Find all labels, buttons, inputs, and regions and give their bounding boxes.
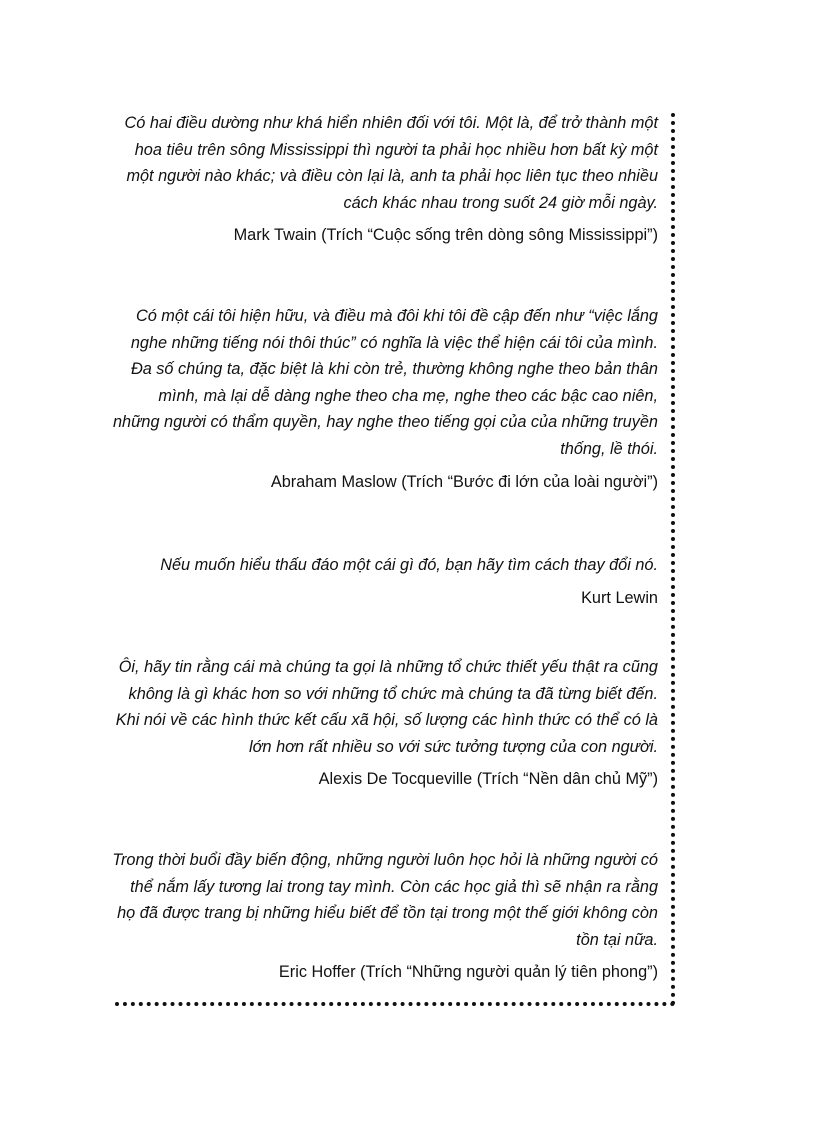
quote-line: Ôi, hãy tin rằng cái mà chúng ta gọi là những tổ chức thiết yếu thật ra cũng bbox=[118, 658, 658, 676]
quote-kurt-lewin bbox=[160, 552, 658, 609]
quote-line: cách khác nhau trong suốt 24 giờ mỗi ngày. bbox=[343, 193, 658, 212]
quote-line: Có hai điều dường như khá hiển nhiên đối với tôi. Một là, để trở thành một bbox=[124, 114, 658, 132]
quote-line: mình, mà lại dễ dàng nghe theo cha mẹ, nghe theo các bậc cao niên, bbox=[158, 386, 658, 405]
quote-text bbox=[160, 552, 658, 579]
quote-line: thống, lề thói. bbox=[560, 439, 658, 458]
quote-author: Eric Hoffer (Trích “Những người quản lý tiên phong”) bbox=[278, 963, 658, 982]
quote-text bbox=[113, 303, 658, 463]
quote-line: những người có thẩm quyền, hay nghe theo tiếng gọi của của những truyền bbox=[113, 413, 658, 432]
dotted-border-bottom bbox=[115, 1002, 675, 1006]
quote-line: Khi nói về các hình thức kết cấu xã hội, số lượng các hình thức có thể có là bbox=[115, 711, 658, 730]
quote-line: Nếu muốn hiểu thấu đáo một cái gì đó, bạn hãy tìm cách thay đổi nó. bbox=[160, 556, 658, 574]
quote-mark-twain bbox=[125, 110, 658, 246]
quote-author: Abraham Maslow (Trích “Bước đi lớn của loài người”) bbox=[270, 472, 658, 491]
quote-line: nghe những tiếng nói thôi thúc” có nghĩa là việc thể hiện cái tôi của mình. bbox=[130, 333, 658, 352]
dotted-border-right bbox=[671, 113, 675, 1006]
quote-eric-hoffer bbox=[112, 847, 658, 983]
quote-line: họ đã được trang bị những hiểu biết để tồn tại trong một thế giới không còn bbox=[117, 904, 658, 923]
quote-text bbox=[116, 654, 658, 760]
quote-alexis-de-tocqueville bbox=[116, 654, 658, 790]
quote-line: không là gì khác hơn so với những tổ chức mà chúng ta đã từng biết đến. bbox=[128, 684, 658, 703]
quote-line: Đa số chúng ta, đặc biệt là khi còn trẻ, thường không nghe theo bản thân bbox=[130, 360, 658, 379]
quote-line: một người nào khác; và điều còn lại là, anh ta phải học liên tục theo nhiều bbox=[126, 167, 658, 186]
quote-text bbox=[112, 847, 658, 953]
quote-author: Alexis De Tocqueville (Trích “Nền dân chủ Mỹ”) bbox=[318, 770, 658, 789]
quote-line: tồn tại nữa. bbox=[576, 930, 658, 949]
quote-author: Mark Twain (Trích “Cuộc sống trên dòng sông Mississippi”) bbox=[233, 226, 658, 245]
quote-line: lớn hơn rất nhiều so với sức tưởng tượng của con người. bbox=[249, 737, 658, 756]
quote-text bbox=[125, 110, 658, 216]
quote-line: Trong thời buổi đầy biến động, những người luôn học hỏi là những người có bbox=[112, 851, 658, 869]
quote-abraham-maslow bbox=[113, 303, 658, 493]
quote-author: Kurt Lewin bbox=[581, 588, 658, 607]
quote-line: hoa tiêu trên sông Mississippi thì người ta phải học nhiều hơn bất kỳ một bbox=[134, 140, 658, 159]
quote-line: thể nắm lấy tương lai trong tay mình. Còn các học giả thì sẽ nhận ra rằng bbox=[130, 877, 658, 896]
quote-line: Có một cái tôi hiện hữu, và điều mà đôi khi tôi đề cập đến như “việc lắng bbox=[135, 307, 658, 325]
